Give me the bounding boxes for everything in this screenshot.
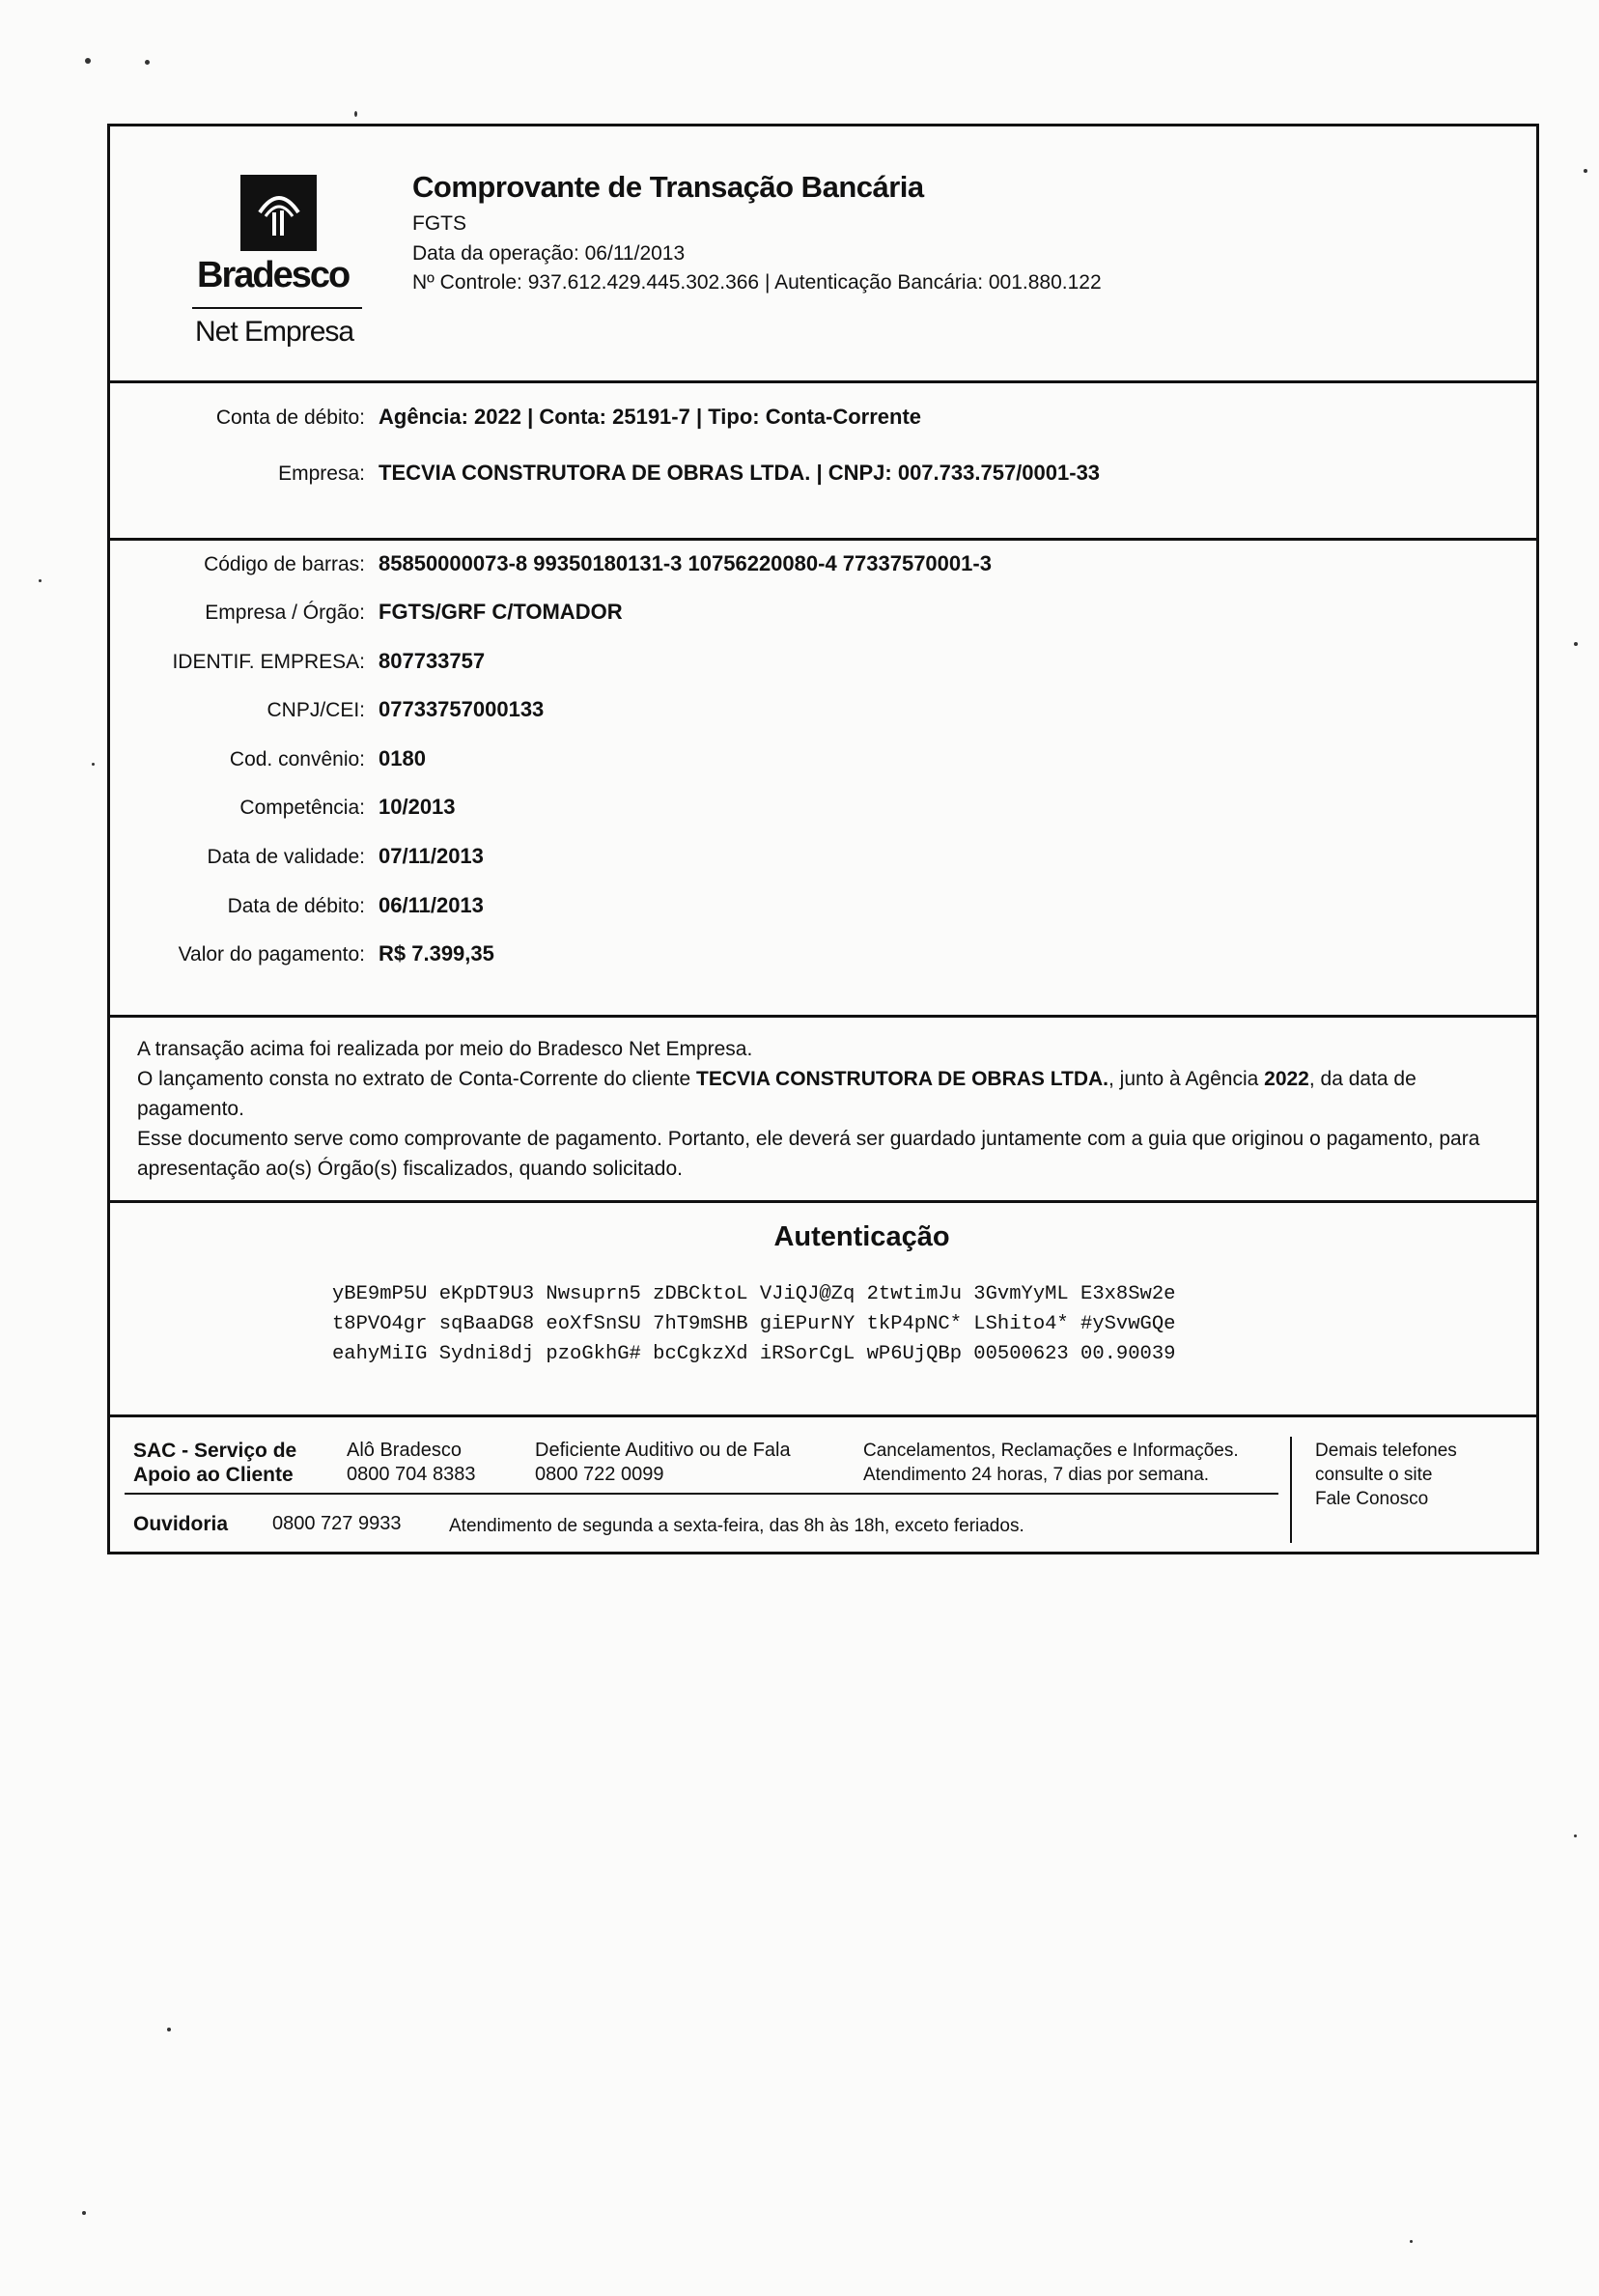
scan-speck	[39, 579, 42, 582]
net-empresa-label: Net Empresa	[195, 316, 354, 348]
payment-details	[110, 538, 1536, 1018]
company-label: Empresa:	[278, 462, 365, 485]
deaf-service-label: Deficiente Auditivo ou de Fala	[535, 1440, 791, 1461]
scan-speck	[92, 763, 95, 766]
footer-divider-horizontal	[125, 1493, 1278, 1495]
notice-text	[137, 1034, 1518, 1184]
scan-speck	[167, 2028, 171, 2031]
detail-row	[110, 746, 426, 771]
notice-line: A transação acima foi realizada por meio do Bradesco Net Empresa.	[137, 1038, 753, 1060]
validity-date-label: Data de validade:	[207, 846, 365, 868]
transaction-receipt	[107, 124, 1539, 1554]
scan-speck	[1584, 169, 1587, 173]
notice-line: O lançamento consta no extrato de Conta-Corrente do cliente TECVIA CONSTRUTORA DE OBRAS LTDA., junto à Agência 2022, da data de pagamento.	[137, 1068, 1417, 1120]
notice-line: Esse documento serve como comprovante de pagamento. Portanto, ele deverá ser guardado juntamente com a guia que originou o pagamento, para apresentação ao(s) Órgão(s) fiscalizados, quando solicitado.	[137, 1128, 1480, 1180]
contact-link[interactable]: Fale Conosco	[1315, 1489, 1429, 1509]
validity-date-value: 07/11/2013	[379, 844, 484, 868]
account-section	[110, 380, 1536, 541]
bradesco-logo-icon	[240, 175, 317, 251]
debit-account-label: Conta de débito:	[215, 406, 365, 429]
client-name: TECVIA CONSTRUTORA DE OBRAS LTDA.	[696, 1068, 1109, 1090]
alo-bradesco-label: Alô Bradesco	[347, 1440, 462, 1461]
competence-value: 10/2013	[379, 795, 456, 819]
detail-row	[110, 844, 484, 869]
scan-speck	[85, 58, 91, 64]
payment-amount-label: Valor do pagamento:	[178, 943, 365, 966]
sac-label-1: SAC - Serviço de	[133, 1440, 297, 1462]
alo-bradesco-phone: 0800 704 8383	[347, 1464, 476, 1485]
detail-row	[110, 941, 494, 966]
service-hours: Atendimento 24 horas, 7 dias por semana.	[863, 1465, 1210, 1485]
agreement-code-label: Cod. convênio:	[229, 748, 365, 770]
detail-row	[110, 795, 456, 820]
logo-divider	[192, 307, 362, 309]
debit-account-value: Agência: 2022 | Conta: 25191-7 | Tipo: Conta-Corrente	[379, 405, 922, 429]
sac-label-2: Apoio ao Cliente	[133, 1464, 294, 1486]
footer-divider-vertical	[1290, 1437, 1292, 1543]
debit-date-value: 06/11/2013	[379, 893, 484, 917]
cnpj-cei-label: CNPJ/CEI:	[266, 699, 365, 721]
contact-footer	[110, 1414, 1536, 1552]
authentication-section	[110, 1200, 1536, 1414]
page-title: Comprovante de Transação Bancária	[412, 170, 924, 204]
detail-row	[110, 551, 992, 576]
scan-speck	[145, 60, 150, 65]
detail-row	[110, 697, 544, 722]
other-phones-label: Demais telefones	[1315, 1441, 1457, 1461]
authentication-codes	[332, 1279, 1175, 1369]
scan-speck	[1574, 642, 1578, 646]
operation-date: Data da operação: 06/11/2013	[412, 242, 686, 265]
company-id-label: IDENTIF. EMPRESA:	[172, 651, 365, 673]
ouvidoria-hours: Atendimento de segunda a sexta-feira, das 8h às 18h, exceto feriados.	[449, 1516, 1024, 1536]
agency-label: Empresa / Órgão:	[205, 602, 365, 624]
auth-code-line: eahyMiIG Sydni8dj pzoGkhG# bcCgkzXd iRSorCgL wP6UjQBp 00500623 00.90039	[332, 1343, 1176, 1365]
deaf-service-phone: 0800 722 0099	[535, 1464, 664, 1485]
competence-label: Competência:	[239, 797, 365, 819]
scan-speck	[354, 111, 357, 117]
agreement-code-value: 0180	[379, 746, 426, 770]
detail-row	[110, 893, 484, 918]
scan-speck	[1410, 2240, 1413, 2243]
cancellations-label: Cancelamentos, Reclamações e Informações.	[863, 1441, 1239, 1461]
detail-row	[110, 649, 485, 674]
ouvidoria-phone: 0800 727 9933	[272, 1513, 402, 1534]
company-value: TECVIA CONSTRUTORA DE OBRAS LTDA. | CNPJ: 007.733.757/0001-33	[379, 461, 1101, 485]
scan-speck	[82, 2211, 86, 2215]
barcode-value: 85850000073-8 99350180131-3 10756220080-4 77337570001-3	[379, 551, 992, 575]
agency-number: 2022	[1264, 1068, 1309, 1090]
cnpj-cei-value: 07733757000133	[379, 697, 545, 721]
other-phones-label: consulte o site	[1315, 1465, 1433, 1485]
authentication-title: Autenticação	[773, 1221, 950, 1252]
control-number: Nº Controle: 937.612.429.445.302.366 | Autenticação Bancária: 001.880.122	[412, 271, 1102, 294]
agency-value: FGTS/GRF C/TOMADOR	[379, 600, 623, 624]
bradesco-logo-word: Bradesco	[197, 255, 350, 295]
company-id-value: 807733757	[379, 649, 486, 673]
auth-code-line: yBE9mP5U eKpDT9U3 Nwsuprn5 zDBCktoL VJiQJ@Zq 2twtimJu 3GvmYyML E3x8Sw2e	[332, 1283, 1176, 1305]
ouvidoria-label: Ouvidoria	[133, 1513, 229, 1535]
payment-amount-value: R$ 7.399,35	[379, 941, 494, 966]
company-row	[110, 461, 1100, 486]
receipt-header	[110, 126, 1536, 383]
transaction-type: FGTS	[412, 212, 466, 235]
detail-row	[110, 600, 623, 625]
auth-code-line: t8PVO4gr sqBaaDG8 eoXfSnSU 7hT9mSHB giEPurNY tkP4pNC* LShito4* #ySvwGQe	[332, 1313, 1176, 1335]
notice-section	[110, 1015, 1536, 1203]
debit-date-label: Data de débito:	[227, 895, 365, 917]
scan-speck	[1574, 1834, 1577, 1837]
barcode-label: Código de barras:	[204, 553, 365, 575]
debit-account-row	[110, 405, 921, 430]
